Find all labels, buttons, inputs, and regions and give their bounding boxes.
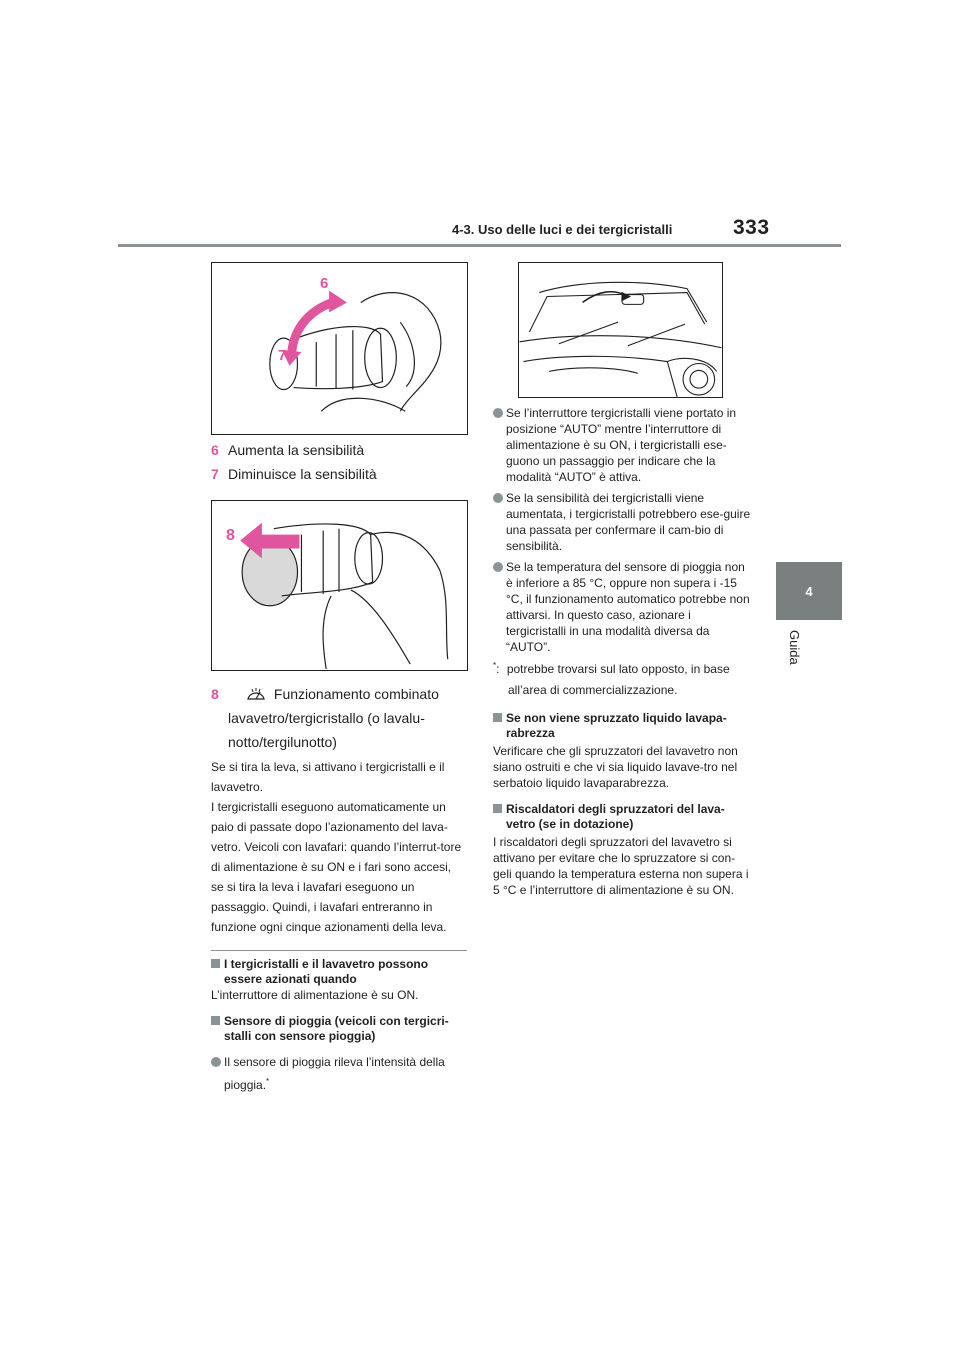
heading-rain-sensor: Sensore di pioggia (veicoli con tergicri-stalli con sensore pioggia): [211, 1014, 467, 1044]
footnote-line1: potrebbe trovarsi sul lato opposto, in base: [506, 662, 730, 676]
figure-label-6: 6: [320, 275, 329, 292]
chapter-tab[interactable]: [776, 562, 842, 620]
washer-wiper-icon: [246, 687, 266, 703]
sensitivity-dial-illustration: [212, 263, 467, 434]
heading-washer-heaters: Riscaldatori degli spruzzatori del lava-vetro (se in dotazione): [493, 802, 753, 832]
item-number: 7: [211, 466, 219, 482]
item-number: 6: [211, 442, 219, 458]
footnote: [493, 656, 753, 679]
text-no-washer-fluid: Verificare che gli spruzzatori del lavavetro non siano ostruiti e che vi sia liquido lavave-tro nel serbatoio liquido lavaparabrezza.: [493, 744, 738, 790]
item-label: Diminuisce la sensibilità: [228, 466, 377, 482]
chapter-label: Guida: [787, 630, 802, 665]
heading-operable-when: I tergicristalli e il lavavetro possono essere azionati quando: [211, 957, 467, 987]
footnote-mark: *: [266, 1077, 270, 1086]
item-8: [211, 684, 439, 704]
footnote-line2: all’area di commercializzazione.: [508, 683, 678, 697]
item-7: [211, 464, 377, 484]
section-title: 4-3. Uso delle luci e dei tergicristalli: [452, 222, 673, 237]
paragraph-auto-wipe: I tergicristalli eseguono automaticamente un paio di passate dopo l’azionamento del lava-vetro. Veicoli con lavafari: quando l’interrut-tore di alimentazione è su ON e i fari sono accesi, se si tira la leva i lavafari eseguono un passaggio. Quindi, i lavafari entreranno in funzione ogni cinque azionamenti della leva.: [211, 800, 462, 934]
text-washer-heaters: I riscaldatori degli spruzzatori del lavavetro si attivano per evitare che lo spruzzatore si con-geli quando la temperatura esterna non supera i 5 °C e l’interruttore di alimentazione è su ON.: [493, 835, 749, 897]
circle-bullet-icon: [211, 1057, 221, 1067]
circle-bullet-icon: [493, 562, 503, 572]
bullet-auto-position: [493, 405, 753, 485]
car-windshield-illustration: [519, 263, 722, 397]
square-bullet-icon: [211, 1016, 220, 1025]
figure-sensitivity-dial: [211, 262, 468, 435]
figure-label-8: 8: [226, 527, 235, 544]
bullet-text: Se l’interruttore tergicristalli viene portato in posizione “AUTO” mentre l’interruttore di alimentazione è su ON, i tergicristalli ese-guono un passaggio per indicare che la modalità “AUTO” è attiva.: [506, 406, 737, 484]
square-bullet-icon: [493, 713, 502, 722]
circle-bullet-icon: [493, 408, 503, 418]
item-label: Aumenta la sensibilità: [228, 442, 365, 458]
item-8-label-line2: lavavetro/tergicristallo (o lavalu-: [228, 710, 425, 726]
square-bullet-icon: [493, 804, 502, 813]
bullet-text: Il sensore di pioggia rileva l’intensità della pioggia.: [224, 1055, 445, 1092]
header-rule: [118, 244, 841, 247]
page-number: 333: [733, 216, 770, 239]
pull-lever-illustration: [212, 501, 467, 670]
footnote-sep: :: [496, 662, 500, 676]
heading-no-washer-fluid: Se non viene spruzzato liquido lavapa-rabrezza: [493, 711, 753, 741]
paragraph-pull-lever: Se si tira la leva, si attivano i tergicristalli e il lavavetro.: [211, 760, 445, 794]
figure-label-7: 7: [278, 347, 287, 364]
chapter-number: 4: [805, 583, 813, 599]
item-number: 8: [211, 686, 219, 702]
section-divider: [211, 950, 467, 951]
figure-pull-lever: [211, 500, 468, 671]
item-6: [211, 440, 364, 460]
bullet-sensitivity-increase: [493, 490, 753, 554]
bullet-rain-sensor: [211, 1052, 467, 1095]
bullet-text: Se la temperatura del sensore di pioggia non è inferiore a 85 °C, oppure non supera i -15 °C, il funzionamento automatico potrebbe non attivarsi. In questo caso, azionare i tergicristalli in una modalità diversa da “AUTO”.: [506, 560, 750, 654]
bullet-text: Se la sensibilità dei tergicristalli viene aumentata, i tergicristalli potrebbero ese-guire una passata per confermare il cam-bio di sensibilità.: [506, 491, 751, 553]
square-bullet-icon: [211, 959, 220, 968]
bullet-temperature: [493, 559, 753, 655]
figure-rain-sensor-car: [518, 262, 723, 398]
footnote-mark: *: [493, 661, 497, 670]
item-8-label-line1: Funzionamento combinato: [273, 686, 439, 702]
item-8-label-line3: notto/tergilunotto): [228, 734, 337, 750]
circle-bullet-icon: [493, 493, 503, 503]
text-operable-when: L’interruttore di alimentazione è su ON.: [211, 988, 419, 1002]
